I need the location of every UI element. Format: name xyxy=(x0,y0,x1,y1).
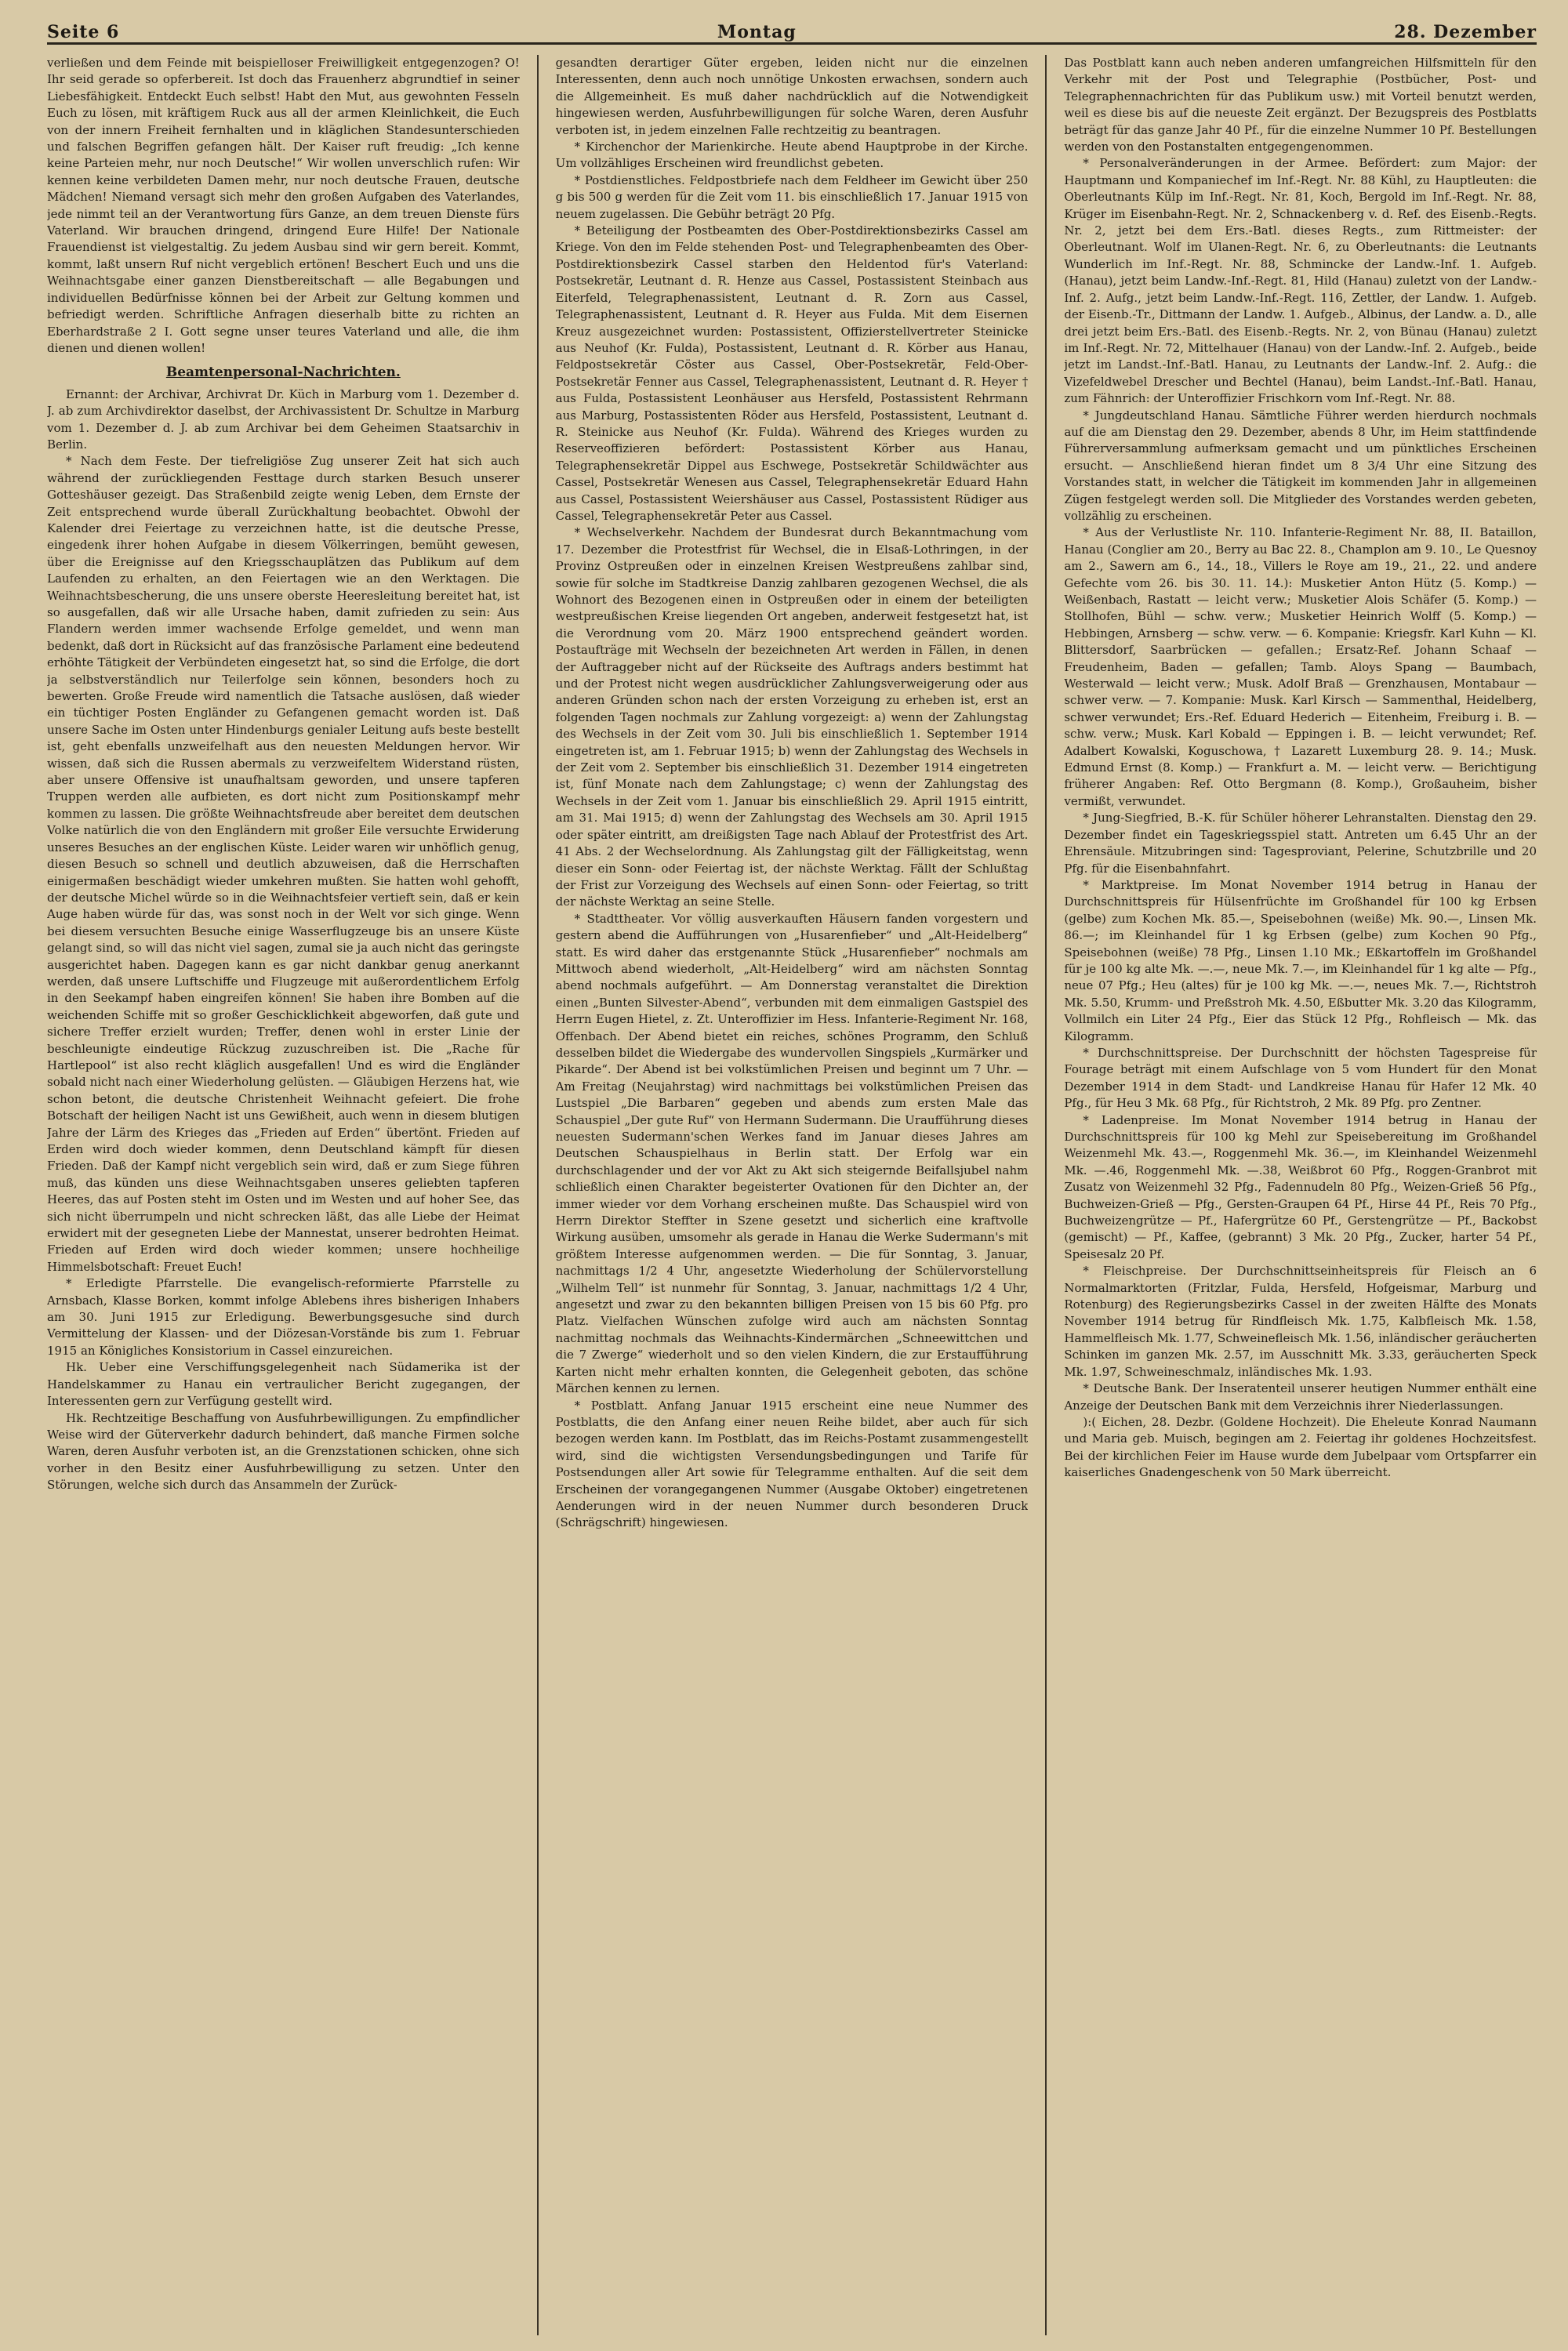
article-paragraph: gesandten derartiger Güter ergeben, leiden nicht nur die einzelnen Interessenten, denn auch noch unnötige Unkosten erwachsen, sondern auch die Allgemeinheit. Es muß daher nachdrücklich auf die Notwendigkeit hingewiesen werden, Ausfuhrbewilligungen für solche Waren, deren Ausfuhr verboten ist, in jedem einzelnen Falle rechtzeitig zu beantragen. xyxy=(555,56,1029,137)
date: 28. Dezember xyxy=(1394,22,1537,42)
column-3 xyxy=(1064,55,1537,2335)
article-paragraph: * Fleischpreise. Der Durchschnittseinheitspreis für Fleisch an 6 Normalmarktorten (Fritzlar, Fulda, Hersfeld, Hofgeismar, Marburg und Rotenburg) des Regierungsbezirks Cassel in der zweiten Hälfte des Monats November 1914 betrug für Rindfleisch Mk. 1.75, Kalbfleisch Mk. 1.58, Hammelfleisch Mk. 1.77, Schweinefleisch Mk. 1.56, inländischer geräucherten Schinken im ganzen Mk. 2.57, im Ausschnitt Mk. 3.33, geräucherten Speck Mk. 1.97, Schweineschmalz, inländisches Mk. 1.93. xyxy=(1064,1264,1537,1379)
article-paragraph: * Personalveränderungen in der Armee. Befördert: zum Major: der Hauptmann und Kompaniechef im Inf.-Regt. Nr. 88 Kühl, zu Hauptleuten: die Oberleutnants Külp im Inf.-Regt. Nr. 81, Koch, Bergold im Inf.-Regt. Nr. 88, Krüger im Eisenbahn-Regt. Nr. 2, Schnackenberg v. d. Ref. des Eisenb.-Regts. Nr. 2, jetzt bei dem Ers.-Batl. dieses Regts., zum Rittmeister: der Oberleutnant. Wolf im Ulanen-Regt. Nr. 6, zu Oberleutnants: die Leutnants Wunderlich im Inf.-Regt. Nr. 88, Schmincke der Landw.-Inf. 1. Aufgeb. (Hanau), jetzt beim Landw.-Inf.-Regt. 81, Hild (Hanau) zuletzt von der Landw.-Inf. 2. Aufg., jetzt beim Landw.-Inf.-Regt. 116, Zettler, der Landw. 1. Aufgeb. der Eisenb.-Tr., Dittmann der Landw. 1. Aufgeb., Albinus, der Landw. a. D., alle drei jetzt beim Ers.-Batl. des Eisenb.-Regts. Nr. 2, von Bünau (Hanau) zuletzt im Inf.-Regt. Nr. 72, Mittelhauer (Hanau) von der Landw.-Inf. 2. Aufgeb., beide jetzt im Landst.-Inf.-Batl. Hanau, zu Leutnants der Landw.-Inf. 2. Aufg.: die Vizefeldwebel Drescher und Bechtel (Hanau), beim Landst.-Inf.-Batl. Hanau, zum Fähnrich: der Unteroffizier Frischkorn vom Inf.-Regt. Nr. 88. xyxy=(1064,156,1537,406)
column-1 xyxy=(47,55,520,2335)
article-paragraph: * Jung-Siegfried, B.-K. für Schüler höherer Lehranstalten. Dienstag den 29. Dezember findet ein Tageskriegsspiel statt. Antreten um 6.45 Uhr an der Ehrensäule. Mitzubringen sind: Tagesproviant, Pelerine, Schutzbrille und 20 Pfg. für die Eisenbahnfahrt. xyxy=(1064,811,1537,876)
article-paragraph: * Postblatt. Anfang Januar 1915 erscheint eine neue Nummer des Postblatts, die den Anfang einer neuen Reihe bildet, aber auch für sich bezogen werden kann. Im Postblatt, das im Reichs-Postamt zusammengestellt wird, sind die wichtigsten Versendungsbedingungen und Tarife für Postsendungen aller Art sowie für Telegramme enthalten. Auf die seit dem Erscheinen der vorangegangenen Nummer (Ausgabe Oktober) eingetretenen Aenderungen wird in der neuen Nummer durch besonderen Druck (Schrägschrift) hingewiesen. xyxy=(555,1398,1029,1530)
columns xyxy=(47,55,1537,2335)
article-paragraph: * Stadttheater. Vor völlig ausverkauften Häusern fanden vorgestern und gestern abend die Aufführungen von „Husarenfieber“ und „Alt-Heidelberg“ statt. Es wird daher das erstgenannte Stück „Husarenfieber“ nochmals am Mittwoch abend wiederholt, „Alt-Heidelberg“ wird am nächsten Sonntag abend nochmals aufgeführt. — Am Donnerstag veranstaltet die Direktion einen „Bunten Silvester-Abend“, verbunden mit dem einmaligen Gastspiel des Herrn Eugen Hietel, z. Zt. Unteroffizier im Hess. Infanterie-Regiment Nr. 168, Offenbach. Der Abend bietet ein reiches, schönes Programm, den Schluß desselben bildet die Wiedergabe des wundervollen Singspiels „Kurmärker und Pikarde“. Der Abend ist bei volkstümlichen Preisen und beginnt um 7 Uhr. — Am Freitag (Neujahrstag) wird nachmittags bei volkstümlichen Preisen das Lustspiel „Die Barbaren“ gegeben und abends zum ersten Male das Schauspiel „Der gute Ruf“ von Hermann Sudermann. Die Uraufführung dieses neuesten Sudermann'schen Werkes fand im Januar dieses Jahres am Deutschen Schauspielhaus in Berlin statt. Der Erfolg war ein durchschlagender und der vor Akt zu Akt sich steigernde Beifallsjubel nahm schließlich einen Charakter begeisterter Ovationen für den Dichter an, der immer wieder vor dem Vorhang erscheinen mußte. Das Schauspiel wird von Herrn Direktor Steffter in Szene gesetzt und sicherlich eine kraftvolle Wirkung ausüben, umsomehr als gerade in Hanau die Werke Sudermann's mit größtem Interesse aufgenommen werden. — Die für Sonntag, 3. Januar, nachmittags 1/2 4 Uhr, angesetzte Wiederholung der Schülervorstellung „Wilhelm Tell“ ist nunmehr für Sonntag, 3. Januar, nachmittags 1/2 4 Uhr, angesetzt und zwar zu den bekannten billigen Preisen von 15 bis 60 Pfg. pro Platz. Vielfachen Wünschen zufolge wird auch am nächsten Sonntag nachmittag nochmals das Weihnachts-Kindermärchen „Schneewittchen und die 7 Zwerge“ wiederholt und so den vielen Kindern, die zur Erstaufführung Karten nicht mehr erhalten konnten, die Gelegenheit geboten, das schöne Märchen kennen zu lernen. xyxy=(555,911,1029,1396)
article-paragraph: * Kirchenchor der Marienkirche. Heute abend Hauptprobe in der Kirche. Um vollzähliges Erscheinen wird freundlichst gebeten. xyxy=(555,140,1029,171)
article-paragraph: * Ladenpreise. Im Monat November 1914 betrug in Hanau der Durchschnittspreis für 100 kg Mehl zur Speisebereitung im Großhandel Weizenmehl Mk. 43.—, Roggenmehl Mk. 36.—, im Kleinhandel Weizenmehl Mk. —.46, Roggenmehl Mk. —.38, Weißbrot 60 Pfg., Roggen-Granbrot mit Zusatz von Weizenmehl 32 Pfg., Fadennudeln 80 Pfg., Weizen-Grieß 56 Pfg., Buchweizen-Grieß — Pfg., Gersten-Graupen 64 Pf., Hirse 44 Pf., Reis 70 Pfg., Buchweizengrütze — Pf., Hafergrütze 60 Pf., Gerstengrütze — Pf., Backobst (gemischt) — Pf., Kaffee, (gebrannt) 3 Mk. 20 Pfg., Zucker, harter 54 Pf., Speisesalz 20 Pf. xyxy=(1064,1112,1537,1261)
column-divider xyxy=(537,55,539,2335)
article-paragraph: * Wechselverkehr. Nachdem der Bundesrat durch Bekanntmachung vom 17. Dezember die Protestfrist für Wechsel, die in Elsaß-Lothringen, in der Provinz Ostpreußen oder in einzelnen Kreisen Westpreußens zahlbar sind, sowie für solche im Stadtkreise Danzig zahlbaren gezogenen Wechsel, die als Wohnort des Bezogenen einen in Ostpreußen oder in einem der beteiligten westpreußischen Kreise liegenden Ort angeben, anderweit festgesetzt hat, ist die Verordnung vom 20. März 1900 entsprechend geändert worden. Postaufträge mit Wechseln der bezeichneten Art werden in Fällen, in denen der Auftraggeber nicht auf der Rückseite des Auftrags anders bestimmt hat und der Protest nicht wegen ausdrücklicher Zahlungsverweigerung oder aus anderen Gründen schon nach der ersten Vorzeigung zu erheben ist, erst an folgenden Tagen nochmals zur Zahlung vorgezeigt: a) wenn der Zahlungstag des Wechsels in der Zeit vom 30. Juli bis einschließlich 1. September 1914 eingetreten ist, am 1. Februar 1915; b) wenn der Zahlungstag des Wechsels in der Zeit vom 2. September bis einschließlich 31. Dezember 1914 eingetreten ist, fünf Monate nach dem Zahlungstage; c) wenn der Zahlungstag des Wechsels in der Zeit vom 1. Januar bis einschließlich 29. April 1915 eintritt, am 31. Mai 1915; d) wenn der Zahlungstag des Wechsels am 30. April 1915 oder später eintritt, am dreißigsten Tage nach Ablauf der Protestfrist des Art. 41 Abs. 2 der Wechselordnung. Als Zahlungstag gilt der Fälligkeitstag, wenn dieser ein Sonn- oder Feiertag ist, der nächste Werktag. Fällt der Schlußtag der Frist zur Vorzeigung des Wechsels auf einen Sonn- oder Feiertag, so tritt der nächste Werktag an seine Stelle. xyxy=(555,525,1029,909)
article-paragraph: * Beteiligung der Postbeamten des Ober-Postdirektionsbezirks Cassel am Kriege. Von den im Felde stehenden Post- und Telegraphenbeamten des Ober-Postdirektionsbezirk Cassel starben den Heldentod für's Vaterland: Postsekretär, Leutnant d. R. Henze aus Cassel, Postassistent Steinbach aus Eiterfeld, Telegraphenassistent, Leutnant d. R. Zorn aus Cassel, Telegraphenassistent, Leutnant d. R. Heyer aus Fulda. Mit dem Eisernen Kreuz ausgezeichnet wurden: Postassistent, Offizierstellvertreter Steinicke aus Neuhof (Kr. Fulda), Postassistent, Leutnant d. R. Körber aus Hanau, Feldpostsekretär Cöster aus Cassel, Ober-Postsekretär, Feld-Ober-Postsekretär Fenner aus Cassel, Telegraphenassistent, Leutnant d. R. Heyer † aus Fulda, Postassistent Leonhäuser aus Hersfeld, Postassistent Rehrmann aus Marburg, Postassistenten Röder aus Hersfeld, Postassistent, Leutnant d. R. Steinicke aus Neuhof (Kr. Fulda). Während des Krieges wurden zu Reserveoffizieren befördert: Postassistent Körber aus Hanau, Telegraphensekretär Dippel aus Eschwege, Postsekretär Schildwächter aus Cassel, Postsekretär Wenesen aus Cassel, Telegraphensekretär Eduard Hahn aus Cassel, Postassistent Weiershäuser aus Cassel, Postassistent Rüdiger aus Cassel, Telegraphensekretär Peter aus Cassel. xyxy=(555,223,1029,523)
column-divider xyxy=(1045,55,1047,2335)
column-2 xyxy=(556,55,1029,2335)
article-paragraph: * Deutsche Bank. Der Inseratenteil unserer heutigen Nummer enthält eine Anzeige der Deutschen Bank mit dem Verzeichnis ihrer Niederlassungen. xyxy=(1064,1381,1537,1413)
article-paragraph: Hk. Ueber eine Verschiffungsgelegenheit nach Südamerika ist der Handelskammer zu Hanau ein vertraulicher Bericht zugegangen, der Interessenten gern zur Verfügung gestellt wird. xyxy=(47,1360,520,1409)
article-paragraph: * Erledigte Pfarrstelle. Die evangelisch-reformierte Pfarrstelle zu Arnsbach, Klasse Borken, kommt infolge Ablebens ihres bisherigen Inhabers am 30. Juni 1915 zur Erledigung. Bewerbungsgesuche sind durch Vermittelung der Klassen- und der Diözesan-Vorstände bis zum 1. Februar 1915 an Königliches Konsistorium in Cassel einzureichen. xyxy=(47,1276,520,1358)
article-paragraph: * Jungdeutschland Hanau. Sämtliche Führer werden hierdurch nochmals auf die am Dienstag den 29. Dezember, abends 8 Uhr, im Heim stattfindende Führerversammlung aufmerksam gemacht und um pünktliches Erscheinen ersucht. — Anschließend hieran findet um 8 3/4 Uhr eine Sitzung des Vorstandes statt, in welcher die Tätigkeit im kommenden Jahr in allgemeinen Zügen festgelegt werden soll. Die Mitglieder des Vorstandes werden gebeten, vollzählig zu erscheinen. xyxy=(1064,408,1537,523)
article-paragraph: * Aus der Verlustliste Nr. 110. Infanterie-Regiment Nr. 88, II. Bataillon, Hanau (Conglier am 20., Berry au Bac 22. 8., Champlon am 9. 10., Le Quesnoy am 2., Sawern am 6., 14., 18., Villers le Roye am 19., 21., 22. und andere Gefechte vom 26. bis 30. 11. 14.): Musketier Anton Hütz (5. Komp.) — Weißenbach, Rastatt — leicht verw.; Musketier Alois Schäfer (5. Komp.) — Stollhofen, Bühl — schw. verw.; Musketier Heinrich Wolff (5. Komp.) — Hebbingen, Arnsberg — schw. verw. — 6. Kompanie: Kriegsfr. Karl Kuhn — Kl. Blittersdorf, Saarbrücken — gefallen.; Ersatz-Ref. Johann Schaaf — Freudenheim, Baden — gefallen; Tamb. Aloys Spang — Baumbach, Westerwald — leicht verw.; Musk. Adolf Braß — Grenzhausen, Montabaur — schwer verw. — 7. Kompanie: Musk. Karl Kirsch — Sammenthal, Heidelberg, schwer verwundet; Ers.-Ref. Eduard Hederich — Eitenheim, Freiburg i. B. — schw. verw.; Musk. Karl Kobald — Eppingen i. B. — leicht verwundet; Ref. Adalbert Kowalski, Koguschowa, † Lazarett Luxemburg 28. 9. 14.; Musk. Edmund Ernst (8. Komp.) — Frankfurt a. M. — leicht verw. — Berichtigung früherer Angaben: Ref. Otto Bergmann (8. Komp.), Großauheim, bisher vermißt, verwundet. xyxy=(1064,525,1537,808)
weekday: Montag xyxy=(717,22,797,42)
article-paragraph: verließen und dem Feinde mit beispielloser Freiwilligkeit entgegenzogen? O! Ihr seid gerade so opferbereit. Ist doch das Frauenherz abgrundtief in seiner Liebesfähigkeit. Entdeckt Euch selbst! Habt den Mut, aus gewohnten Fesseln Euch zu lösen, mit kräftigem Ruck aus all der armen Kleinlichkeit, die Euch von der innern Freiheit fernhalten und in kläglichen Standesunterschieden und falschen Begriffen gefangen hält. Der Kaiser ruft freudig: „Ich kenne keine Parteien mehr, nur noch Deutsche!“ Wir wollen unverschlich rufen: Wir kennen keine verbildeten Damen mehr, nur noch deutsche Frauen, deutsche Mädchen! Niemand versagt sich mehr den großen Aufgaben des Vaterlandes, jede nimmt teil an der Verantwortung fürs Ganze, an dem treuen Dienste fürs Vaterland. Wir brauchen dringend, dringend Eure Hilfe! Der Nationale Frauendienst ist vielgestaltig. Zu jedem Ausbau sind wir gern bereit. Kommt, kommt, laßt unsern Ruf nicht vergeblich ertönen! Beschert Euch und uns die Weihnachtsgabe einer ganzen Dienstbereitschaft — alle Begabungen und individuellen Bedürfnisse können bei der Arbeit zur Geltung kommen und befriedigt werden. Schriftliche Anfragen dieserhalb bitte zu richten an Eberhardstraße 2 I. Gott segne unser teures Vaterland und alle, die ihm dienen und dienen wollen! xyxy=(47,56,520,355)
section-heading: Beamtenpersonal-Nachrichten. xyxy=(165,365,401,381)
article-paragraph: * Marktpreise. Im Monat November 1914 betrug in Hanau der Durchschnittspreis für Hülsenfrüchte im Großhandel für 100 kg Erbsen (gelbe) zum Kochen Mk. 85.—, Speisebohnen (weiße) Mk. 90.—, Linsen Mk. 86.—; im Kleinhandel für 1 kg Erbsen (gelbe) zum Kochen 90 Pfg., Speisebohnen (weiße) 78 Pfg., Linsen 1.10 Mk.; Eßkartoffeln im Großhandel für je 100 kg alte Mk. —.—, neue Mk. 7.—, im Kleinhandel für 1 kg alte — Pfg., neue 07 Pfg.; Heu (altes) für je 100 kg Mk. —.—, neues Mk. 7.—, Richtstroh Mk. 5.50, Krumm- und Preßstroh Mk. 4.50, Eßbutter Mk. 3.20 das Kilogramm, Vollmilch ein Liter 24 Pfg., Eier das Stück 12 Pfg., Rohfleisch — Mk. das Kilogramm. xyxy=(1064,877,1537,1043)
article-paragraph: * Nach dem Feste. Der tiefreligiöse Zug unserer Zeit hat sich auch während der zurückliegenden Festtage durch starken Besuch unserer Gotteshäuser gezeigt. Das Straßenbild zeigte wenig Leben, dem Ernste der Zeit entsprechend wurde überall Zurückhaltung beobachtet. Obwohl der Kalender drei Feiertage zu verzeichnen hatte, ist die deutsche Presse, eingedenk ihrer hohen Aufgabe in diesem Völkerringen, bemüht gewesen, über die Ereignisse auf den Kriegsschauplätzen das Publikum auf dem Laufenden zu erhalten, an den Feiertagen wie an den Werktagen. Die Weihnachtsbescherung, die uns unsere oberste Heeresleitung bereitet hat, ist so ausgefallen, daß wir alle Ursache haben, damit zufrieden zu sein: Aus Flandern werden immer wachsende Erfolge gemeldet, und wenn man bedenkt, daß dort in Rücksicht auf das französische Parlament eine bedeutend erhöhte Tätigkeit der Verbündeten eingesetzt hat, so sind die Erfolge, die dort ja selbstverständlich nur Teilerfolge sein können, besonders hoch zu bewerten. Große Freude wird namentlich die Tatsache auslösen, daß wieder ein tüchtiger Posten Engländer zu Gefangenen gemacht worden ist. Daß unsere Sache im Osten unter Hindenburgs genialer Leitung aufs beste bestellt ist, geht ebenfalls unzweifelhaft aus den neuesten Meldungen hervor. Wir wissen, daß sich die Russen abermals zu verzweifeltem Widerstand rüsten, aber unsere Offensive ist unaufhaltsam geworden, und unsere tapferen Truppen werden alle aufbieten, es dort nicht zum Positionskampf mehr kommen zu lassen. Die größte Weihnachtsfreude aber bereitet dem deutschen Volke natürlich die von den Engländern mit großer Eile versuchte Erwiderung unseres Besuches an der englischen Küste. Leider waren wir unhöflich genug, diesen Besuch so schnell und deutlich abzuweisen, daß die Herrschaften einigermaßen beschädigt wieder umkehren mußten. Sie hatten wohl gehofft, der deutsche Michel würde so in die Weihnachtsfeier vertieft sein, daß er kein Auge haben würde für das, was sonst noch in der Welt vor sich ginge. Wenn bei diesem versuchten Besuche einige Wasserflugzeuge bis an unsere Küste gelangt sind, so will das nicht viel sagen, zumal sie ja auch nicht das geringste ausgerichtet haben. Dagegen kann es gar nicht dankbar genug anerkannt werden, daß unsere Luftschiffe und Flugzeuge mit außerordentlichem Erfolg in den Seekampf haben eingreifen können! Sie haben ihre Bomben auf die weichenden Schiffe mit so großer Geschicklichkeit abgeworfen, daß gute und sichere Treffer erzielt wurden; Treffer, denen wohl in erster Linie der beschleunigte eindeutige Rückzug zuzuschreiben ist. Die „Rache für Hartlepool“ ist also recht kläglich ausgefallen! Und es wird die Engländer sobald nicht nach einer Wiederholung gelüsten. — Gläubigen Herzens hat, wie schon betont, die deutsche Christenheit Weihnacht gefeiert. Die frohe Botschaft der heiligen Nacht ist uns Gewißheit, auch wenn in diesem blutigen Jahre der Lärm des Krieges das „Frieden auf Erden“ übertönt. Frieden auf Erden wird doch wieder kommen, denn Deutschland kämpft für diesen Frieden. Daß der Kampf nicht vergeblich sein wird, daß er zum Siege führen muß, das künden uns diese Weihnachtsgaben unseres geliebten tapferen Heeres, das auf Posten steht im Osten und im Westen und auf hoher See, das sich nicht überrumpeln und nicht schrecken läßt, das alle Liebe der Heimat erwidert mit der gesegneten Liebe der Mannestat, unserer bedrohten Heimat. Frieden auf Erden wird doch wieder kommen; unsere hochheilige Himmelsbotschaft: Freuet Euch! xyxy=(47,454,520,1274)
page-header xyxy=(47,6,1537,45)
article-paragraph: Das Postblatt kann auch neben anderen umfangreichen Hilfsmitteln für den Verkehr mit der Post und Telegraphie (Postbücher, Post- und Telegraphennachrichten für das Publikum usw.) mit Vorteil benutzt werden, weil es diese bis auf die neueste Zeit ergänzt. Der Bezugspreis des Postblatts beträgt für das ganze Jahr 40 Pf., für die einzelne Nummer 10 Pf. Bestellungen werden von den Postanstalten entgegengenommen. xyxy=(1064,56,1537,154)
article-paragraph: Ernannt: der Archivar, Archivrat Dr. Küch in Marburg vom 1. Dezember d. J. ab zum Archivdirektor daselbst, der Archivassistent Dr. Schultze in Marburg vom 1. Dezember d. J. ab zum Archivar bei dem Geheimen Staatsarchiv in Berlin. xyxy=(47,386,520,452)
article-paragraph: Hk. Rechtzeitige Beschaffung von Ausfuhrbewilligungen. Zu empfindlicher Weise wird der Güterverkehr dadurch behindert, daß manche Firmen solche Waren, deren Ausfuhr verboten ist, an die Grenzstationen schicken, ohne sich vorher in den Besitz einer Ausfuhrbewilligung zu setzen. Unter den Störungen, welche sich durch das Ansammeln der Zurück- xyxy=(47,1410,520,1493)
page-number: Seite 6 xyxy=(47,22,120,42)
article-paragraph: * Durchschnittspreise. Der Durchschnitt der höchsten Tagespreise für Fourage beträgt mit einem Aufschlage von 5 vom Hundert für den Monat Dezember 1914 in dem Stadt- und Landkreise Hanau für Hafer 12 Mk. 40 Pfg., für Heu 3 Mk. 68 Pfg., für Richtstroh, 2 Mk. 89 Pfg. pro Zentner. xyxy=(1064,1045,1537,1111)
article-paragraph: * Postdienstliches. Feldpostbriefe nach dem Feldheer im Gewicht über 250 g bis 500 g werden für die Zeit vom 11. bis einschließlich 17. Januar 1915 von neuem zugelassen. Die Gebühr beträgt 20 Pfg. xyxy=(555,172,1029,221)
article-paragraph: ):( Eichen, 28. Dezbr. (Goldene Hochzeit). Die Eheleute Konrad Naumann und Maria geb. Muisch, begingen am 2. Feiertag ihr goldenes Hochzeitsfest. Bei der kirchlichen Feier im Hause wurde dem Jubelpaar vom Ortspfarrer ein kaiserliches Gnadengeschenk von 50 Mark überreicht. xyxy=(1064,1414,1537,1480)
